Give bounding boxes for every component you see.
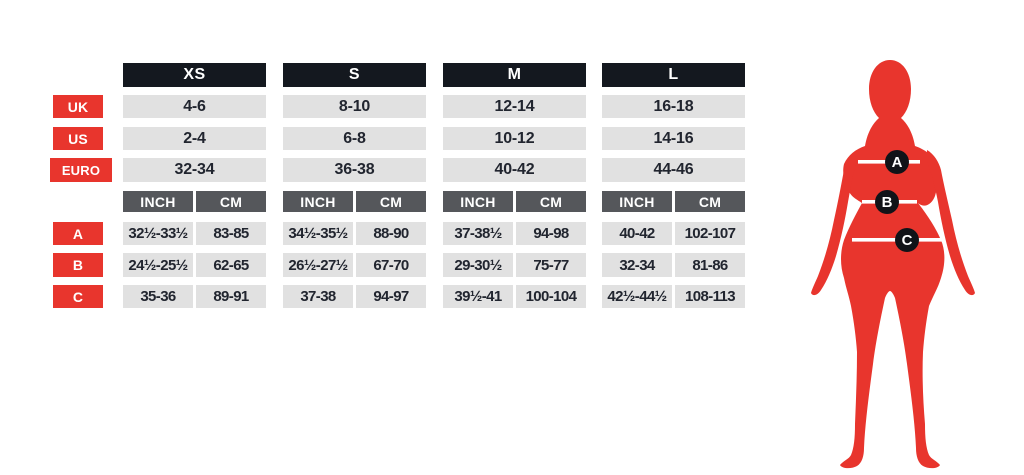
row-label-c: C (53, 285, 103, 308)
euro-value: 36-38 (283, 158, 426, 182)
c-inch-value: 39½-41 (443, 285, 513, 308)
inch-header: INCH (602, 191, 672, 212)
b-inch-value: 24½-25½ (123, 253, 193, 277)
cm-header: CM (516, 191, 586, 212)
size-column-l (602, 0, 745, 330)
inch-header: INCH (123, 191, 193, 212)
b-inch-value: 26½-27½ (283, 253, 353, 277)
a-inch-value: 37-38½ (443, 222, 513, 245)
size-header: XS (123, 63, 266, 87)
c-cm-value: 89-91 (196, 285, 266, 308)
b-cm-value: 62-65 (196, 253, 266, 277)
c-inch-value: 35-36 (123, 285, 193, 308)
marker-c-letter: C (901, 232, 913, 249)
uk-value: 12-14 (443, 95, 586, 118)
inch-header: INCH (283, 191, 353, 212)
b-cm-value: 75-77 (516, 253, 586, 277)
us-value: 14-16 (602, 127, 745, 150)
a-cm-value: 102-107 (675, 222, 745, 245)
uk-value: 16-18 (602, 95, 745, 118)
b-cm-value: 81-86 (675, 253, 745, 277)
row-label-euro: EURO (50, 158, 112, 182)
row-label-a: A (53, 222, 103, 245)
uk-value: 4-6 (123, 95, 266, 118)
a-inch-value: 40-42 (602, 222, 672, 245)
a-cm-value: 83-85 (196, 222, 266, 245)
euro-value: 32-34 (123, 158, 266, 182)
size-header: M (443, 63, 586, 87)
marker-b (875, 190, 899, 214)
c-inch-value: 37-38 (283, 285, 353, 308)
cm-header: CM (196, 191, 266, 212)
size-column-m (443, 0, 586, 330)
uk-value: 8-10 (283, 95, 426, 118)
c-cm-value: 108-113 (675, 285, 745, 308)
c-inch-value: 42½-44½ (602, 285, 672, 308)
marker-c (895, 228, 919, 252)
a-cm-value: 88-90 (356, 222, 426, 245)
size-header: S (283, 63, 426, 87)
b-cm-value: 67-70 (356, 253, 426, 277)
size-column-xs (123, 0, 266, 330)
inch-header: INCH (443, 191, 513, 212)
b-inch-value: 32-34 (602, 253, 672, 277)
measurement-figure (805, 50, 1005, 475)
euro-value: 44-46 (602, 158, 745, 182)
cm-header: CM (356, 191, 426, 212)
silhouette-body (840, 60, 944, 468)
c-cm-value: 100-104 (516, 285, 586, 308)
us-value: 2-4 (123, 127, 266, 150)
marker-b-letter: B (881, 194, 893, 211)
size-column-s (283, 0, 426, 330)
a-cm-value: 94-98 (516, 222, 586, 245)
row-label-us: US (53, 127, 103, 150)
row-label-b: B (53, 253, 103, 277)
marker-a-letter: A (891, 154, 903, 171)
female-silhouette (805, 50, 1005, 475)
euro-value: 40-42 (443, 158, 586, 182)
us-value: 10-12 (443, 127, 586, 150)
a-inch-value: 34½-35½ (283, 222, 353, 245)
marker-a (885, 150, 909, 174)
c-cm-value: 94-97 (356, 285, 426, 308)
a-inch-value: 32½-33½ (123, 222, 193, 245)
b-inch-value: 29-30½ (443, 253, 513, 277)
size-header: L (602, 63, 745, 87)
us-value: 6-8 (283, 127, 426, 150)
cm-header: CM (675, 191, 745, 212)
row-label-uk: UK (53, 95, 103, 118)
